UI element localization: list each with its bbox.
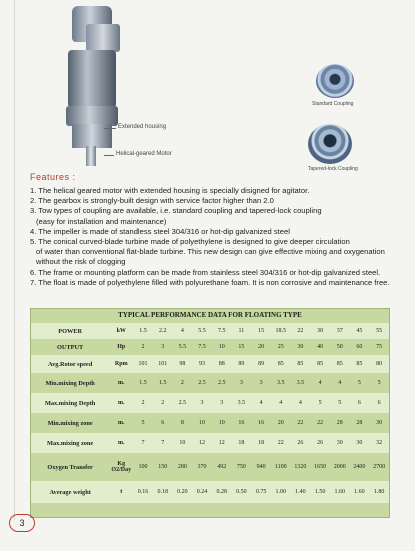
table-cell: 28 bbox=[350, 413, 370, 433]
table-cell: 5 bbox=[350, 373, 370, 393]
table-row bbox=[31, 413, 389, 433]
table-cell: 4 bbox=[330, 373, 350, 393]
table-cell: 8 bbox=[173, 413, 193, 433]
table-cell: 98 bbox=[173, 355, 193, 373]
table-cell: 1.60 bbox=[350, 481, 370, 503]
table-cell: 2 bbox=[173, 373, 193, 393]
table-cell: 150 bbox=[153, 453, 173, 481]
motor-terminal-box bbox=[86, 24, 120, 52]
table-cell: 3 bbox=[232, 373, 252, 393]
table-cell: 10 bbox=[212, 413, 232, 433]
table-cell: 101 bbox=[133, 355, 153, 373]
table-cell: 30 bbox=[330, 433, 350, 453]
table-cell: 45 bbox=[350, 323, 370, 339]
table-cell: 2000 bbox=[330, 453, 350, 481]
table-cell: 37 bbox=[330, 323, 350, 339]
table-cell: 22 bbox=[271, 433, 291, 453]
table-cell: 22 bbox=[291, 323, 311, 339]
page-frame-line bbox=[14, 0, 15, 520]
row-label: Oxygen Transfer bbox=[31, 453, 109, 481]
row-unit: m. bbox=[109, 373, 133, 393]
table-cell: 30 bbox=[291, 339, 311, 355]
table-cell: 2.2 bbox=[153, 323, 173, 339]
tapered-lock-coupling-image bbox=[308, 124, 352, 164]
table-cell: 3 bbox=[251, 373, 271, 393]
table-cell: 1.5 bbox=[153, 373, 173, 393]
feature-item: 2. The gearbox is strongly-built design with service factor higher than 2.0 bbox=[30, 196, 274, 206]
table-cell: 15 bbox=[232, 339, 252, 355]
features-heading: Features : bbox=[30, 172, 76, 182]
table-cell: 22 bbox=[291, 413, 311, 433]
table-cell: 11 bbox=[232, 323, 252, 339]
table-cell: 7.5 bbox=[192, 339, 212, 355]
motor-body bbox=[68, 50, 116, 108]
row-label: POWER bbox=[31, 323, 109, 339]
table-cell: 2.5 bbox=[212, 373, 232, 393]
callout-helical-motor: Helical-geared Motor bbox=[116, 151, 172, 157]
table-cell: 1.00 bbox=[271, 481, 291, 503]
table-cell: 101 bbox=[153, 355, 173, 373]
table-row bbox=[31, 339, 389, 355]
table-cell: 0.28 bbox=[212, 481, 232, 503]
table-cell: 0.18 bbox=[153, 481, 173, 503]
table-cell: 2700 bbox=[369, 453, 389, 481]
standard-coupling-image bbox=[316, 64, 354, 98]
table-cell: 4 bbox=[310, 373, 330, 393]
table-cell: 85 bbox=[271, 355, 291, 373]
callout-line-housing bbox=[104, 128, 116, 129]
table-cell: 10 bbox=[173, 433, 193, 453]
table-cell: 1.5 bbox=[133, 323, 153, 339]
table-cell: 25 bbox=[271, 339, 291, 355]
table-cell: 40 bbox=[310, 339, 330, 355]
feature-item: 1. The helical geared motor with extended housing is specially disigned for agitator. bbox=[30, 186, 310, 195]
table-cell: 5 bbox=[133, 413, 153, 433]
row-unit: Hp bbox=[109, 339, 133, 355]
table-row bbox=[31, 355, 389, 373]
table-cell: 12 bbox=[212, 433, 232, 453]
feature-item: 4. The impeller is made of standless steel 304/316 or hot-dip galvanized steel bbox=[30, 226, 290, 236]
table-cell: 89 bbox=[232, 355, 252, 373]
feature-item: without the risk of clogging bbox=[36, 257, 126, 267]
row-label: Max.mixing zone bbox=[31, 433, 109, 453]
table-cell: 2.5 bbox=[173, 393, 193, 413]
table-cell: 50 bbox=[330, 339, 350, 355]
table-cell: 3.5 bbox=[291, 373, 311, 393]
table-cell: 32 bbox=[369, 433, 389, 453]
gearbox bbox=[66, 106, 118, 126]
table-cell: 7 bbox=[153, 433, 173, 453]
table-cell: 88 bbox=[212, 355, 232, 373]
row-unit: t bbox=[109, 481, 133, 503]
table-row bbox=[31, 373, 389, 393]
tapered-coupling-caption: Tapered-lock Coupling bbox=[308, 166, 358, 172]
page-number-badge: 3 bbox=[9, 514, 35, 532]
feature-item: 5. The conical curved-blade turbine made of polyethylene is designed to give deeper circulation bbox=[30, 237, 350, 247]
table-cell: 2.5 bbox=[192, 373, 212, 393]
table-cell: 0.75 bbox=[251, 481, 271, 503]
table-cell: 85 bbox=[310, 355, 330, 373]
table-cell: 100 bbox=[133, 453, 153, 481]
table-cell: 16 bbox=[232, 413, 252, 433]
row-unit: m. bbox=[109, 433, 133, 453]
table-cell: 12 bbox=[192, 433, 212, 453]
feature-item: (easy for installation and maintenance) bbox=[36, 216, 167, 226]
table-row bbox=[31, 481, 389, 503]
table-cell: 1.5 bbox=[133, 373, 153, 393]
callout-extended-housing: Extended housing bbox=[118, 124, 167, 130]
table-cell: 20 bbox=[251, 339, 271, 355]
performance-table bbox=[31, 323, 389, 503]
table-cell: 30 bbox=[350, 433, 370, 453]
row-unit: Rpm bbox=[109, 355, 133, 373]
features-list bbox=[30, 186, 405, 288]
table-cell: 28 bbox=[330, 413, 350, 433]
performance-table-panel bbox=[30, 308, 390, 518]
row-unit: kW bbox=[109, 323, 133, 339]
table-cell: 16 bbox=[251, 413, 271, 433]
feature-item: 6. The frame or mounting platform can be made from stainless steel 304/316 or hot-dip galvanized steel. bbox=[30, 267, 381, 277]
table-cell: 1650 bbox=[310, 453, 330, 481]
table-cell: 30 bbox=[310, 323, 330, 339]
row-label: OUTPUT bbox=[31, 339, 109, 355]
row-label: Avg.Rotor speed bbox=[31, 355, 109, 373]
row-label: Average weight bbox=[31, 481, 109, 503]
row-label: Min.mixing Depth bbox=[31, 373, 109, 393]
table-cell: 1100 bbox=[271, 453, 291, 481]
table-cell: 4 bbox=[291, 393, 311, 413]
table-cell: 85 bbox=[291, 355, 311, 373]
table-row bbox=[31, 433, 389, 453]
table-cell: 280 bbox=[173, 453, 193, 481]
row-label: Max.mixing Depth bbox=[31, 393, 109, 413]
table-cell: 370 bbox=[192, 453, 212, 481]
table-cell: 0.50 bbox=[232, 481, 252, 503]
table-cell: 750 bbox=[232, 453, 252, 481]
feature-item: 3. Tow types of coupling are available, i.e. standard coupling and tapered-lock coupling bbox=[30, 206, 322, 216]
table-cell: 15 bbox=[251, 323, 271, 339]
table-cell: 1.80 bbox=[369, 481, 389, 503]
table-cell: 0.16 bbox=[133, 481, 153, 503]
row-unit: m. bbox=[109, 413, 133, 433]
table-row bbox=[31, 393, 389, 413]
table-cell: 5.5 bbox=[173, 339, 193, 355]
table-cell: 18 bbox=[232, 433, 252, 453]
table-cell: 18 bbox=[251, 433, 271, 453]
table-cell: 7.5 bbox=[212, 323, 232, 339]
row-label: Min.mixing zone bbox=[31, 413, 109, 433]
table-cell: 1320 bbox=[291, 453, 311, 481]
table-cell: 5 bbox=[310, 393, 330, 413]
table-cell: 2 bbox=[153, 393, 173, 413]
table-cell: 492 bbox=[212, 453, 232, 481]
table-cell: 5 bbox=[369, 373, 389, 393]
table-cell: 26 bbox=[310, 433, 330, 453]
table-cell: 6 bbox=[153, 413, 173, 433]
table-cell: 2 bbox=[133, 393, 153, 413]
table-cell: 10 bbox=[192, 413, 212, 433]
table-cell: 3 bbox=[153, 339, 173, 355]
table-cell: 0.20 bbox=[173, 481, 193, 503]
performance-table-title: TYPICAL PERFORMANCE DATA FOR FLOATING TYPE bbox=[118, 311, 302, 319]
table-cell: 940 bbox=[251, 453, 271, 481]
callout-line-motor bbox=[104, 155, 114, 156]
row-unit: m. bbox=[109, 393, 133, 413]
table-cell: 60 bbox=[350, 339, 370, 355]
output-shaft bbox=[86, 146, 96, 166]
row-unit: Kg O2/Day bbox=[109, 453, 133, 481]
table-cell: 26 bbox=[291, 433, 311, 453]
table-cell: 1.40 bbox=[291, 481, 311, 503]
table-cell: 75 bbox=[369, 339, 389, 355]
standard-coupling-caption: Standard Coupling bbox=[312, 101, 354, 107]
table-cell: 22 bbox=[310, 413, 330, 433]
feature-item: of water than conventional flat-blade turbine. This new design can give effective mixing and oxygenation bbox=[36, 247, 385, 257]
table-cell: 2 bbox=[133, 339, 153, 355]
table-cell: 4 bbox=[251, 393, 271, 413]
table-row bbox=[31, 453, 389, 481]
table-row bbox=[31, 323, 389, 339]
table-cell: 5.5 bbox=[192, 323, 212, 339]
table-cell: 10 bbox=[212, 339, 232, 355]
table-cell: 0.24 bbox=[192, 481, 212, 503]
table-cell: 3 bbox=[192, 393, 212, 413]
table-cell: 4 bbox=[173, 323, 193, 339]
table-cell: 18.5 bbox=[271, 323, 291, 339]
table-cell: 1.60 bbox=[330, 481, 350, 503]
table-cell: 93 bbox=[192, 355, 212, 373]
table-cell: 3.5 bbox=[232, 393, 252, 413]
table-cell: 20 bbox=[271, 413, 291, 433]
table-cell: 6 bbox=[350, 393, 370, 413]
table-cell: 85 bbox=[330, 355, 350, 373]
table-cell: 30 bbox=[369, 413, 389, 433]
table-cell: 1.50 bbox=[310, 481, 330, 503]
table-cell: 55 bbox=[369, 323, 389, 339]
table-cell: 6 bbox=[369, 393, 389, 413]
table-cell: 3.5 bbox=[271, 373, 291, 393]
geared-motor-illustration bbox=[60, 6, 130, 166]
feature-item: 7. The float is made of polyethylene filled with polyurethane foam. It is non corrosive and maintenance free. bbox=[30, 277, 390, 287]
table-cell: 80 bbox=[369, 355, 389, 373]
table-cell: 89 bbox=[251, 355, 271, 373]
table-cell: 85 bbox=[350, 355, 370, 373]
table-cell: 7 bbox=[133, 433, 153, 453]
table-cell: 5 bbox=[330, 393, 350, 413]
table-cell: 2400 bbox=[350, 453, 370, 481]
table-cell: 4 bbox=[271, 393, 291, 413]
table-cell: 3 bbox=[212, 393, 232, 413]
